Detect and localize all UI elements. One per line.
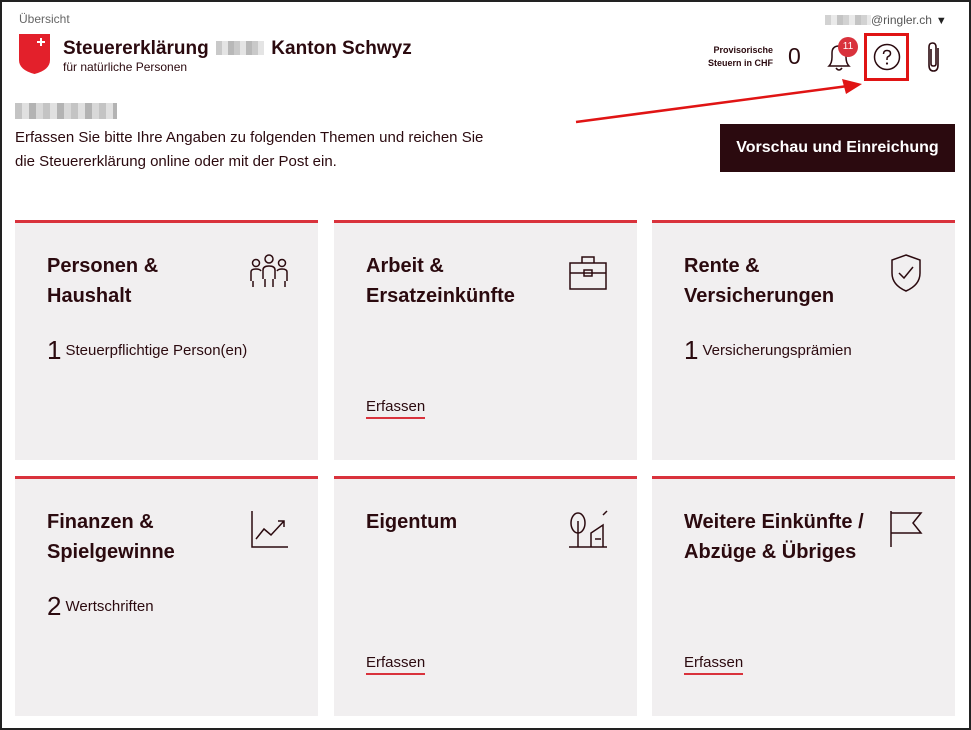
card-stat	[684, 335, 852, 366]
card-count-label: Steuerpflichtige Person(en)	[65, 342, 248, 359]
chevron-down-icon: ▼	[935, 15, 947, 27]
preview-submit-button[interactable]: Vorschau und Einreichung	[720, 124, 955, 172]
chart-icon	[248, 507, 290, 551]
card-personen-haushalt[interactable]	[15, 220, 318, 460]
paperclip-icon[interactable]	[924, 40, 944, 74]
card-stat	[47, 335, 247, 366]
provisional-label-line2: Steuern in CHF	[707, 58, 773, 68]
flag-icon	[885, 507, 927, 551]
card-stat	[47, 591, 154, 622]
schwyz-coat-of-arms-logo	[19, 34, 50, 74]
card-finanzen-spielgewinne[interactable]	[15, 476, 318, 716]
annotation-arrow	[570, 70, 870, 130]
erfassen-link[interactable]: Erfassen	[684, 654, 743, 675]
card-count-label: Versicherungsprämien	[702, 342, 852, 359]
redacted-username	[15, 103, 117, 119]
card-count-label: Wertschriften	[65, 598, 154, 615]
erfassen-link[interactable]: Erfassen	[366, 398, 425, 419]
briefcase-icon	[567, 251, 609, 295]
card-count: 1	[47, 335, 62, 365]
card-title: Arbeit & Ersatzeinkünfte	[366, 255, 515, 307]
card-rente-versicherungen[interactable]	[652, 220, 955, 460]
page-subtitle: für natürliche Personen	[63, 60, 188, 74]
breadcrumb[interactable]: Übersicht	[19, 12, 70, 26]
provisional-taxes-value: 0	[788, 43, 801, 69]
erfassen-link[interactable]: Erfassen	[366, 654, 425, 675]
redacted-year	[216, 41, 264, 55]
page-title-part1: Steuererklärung	[63, 38, 209, 59]
shield-check-icon	[885, 251, 927, 295]
card-arbeit-ersatzeinkuenfte[interactable]	[334, 220, 637, 460]
page-title-part2: Kanton Schwyz	[271, 38, 412, 59]
help-question-icon[interactable]	[873, 43, 901, 71]
page-title	[63, 38, 412, 60]
card-eigentum[interactable]	[334, 476, 637, 716]
provisional-label-line1: Provisorische	[713, 45, 773, 55]
card-title: Finanzen & Spielgewinne	[47, 511, 175, 563]
redacted-email-local-part	[825, 15, 871, 25]
people-icon	[248, 251, 290, 295]
card-title: Personen & Haushalt	[47, 255, 159, 307]
user-menu[interactable]	[825, 13, 947, 27]
notification-badge: 11	[838, 37, 858, 57]
card-weitere-einkuenfte[interactable]	[652, 476, 955, 716]
property-icon	[567, 507, 609, 551]
card-count: 2	[47, 591, 62, 621]
provisional-taxes-label	[690, 44, 773, 70]
card-count: 1	[684, 335, 699, 365]
user-email-suffix: @ringler.ch	[871, 13, 932, 27]
card-title: Eigentum	[366, 511, 458, 533]
card-title: Rente & Versicherungen	[684, 255, 835, 307]
intro-text: Erfassen Sie bitte Ihre Angaben zu folgenden Themen und reichen Sie die Steuererklärung online oder mit der Post ein.	[15, 129, 484, 170]
card-title: Weitere Einkünfte / Abzüge & Übriges	[684, 511, 864, 563]
